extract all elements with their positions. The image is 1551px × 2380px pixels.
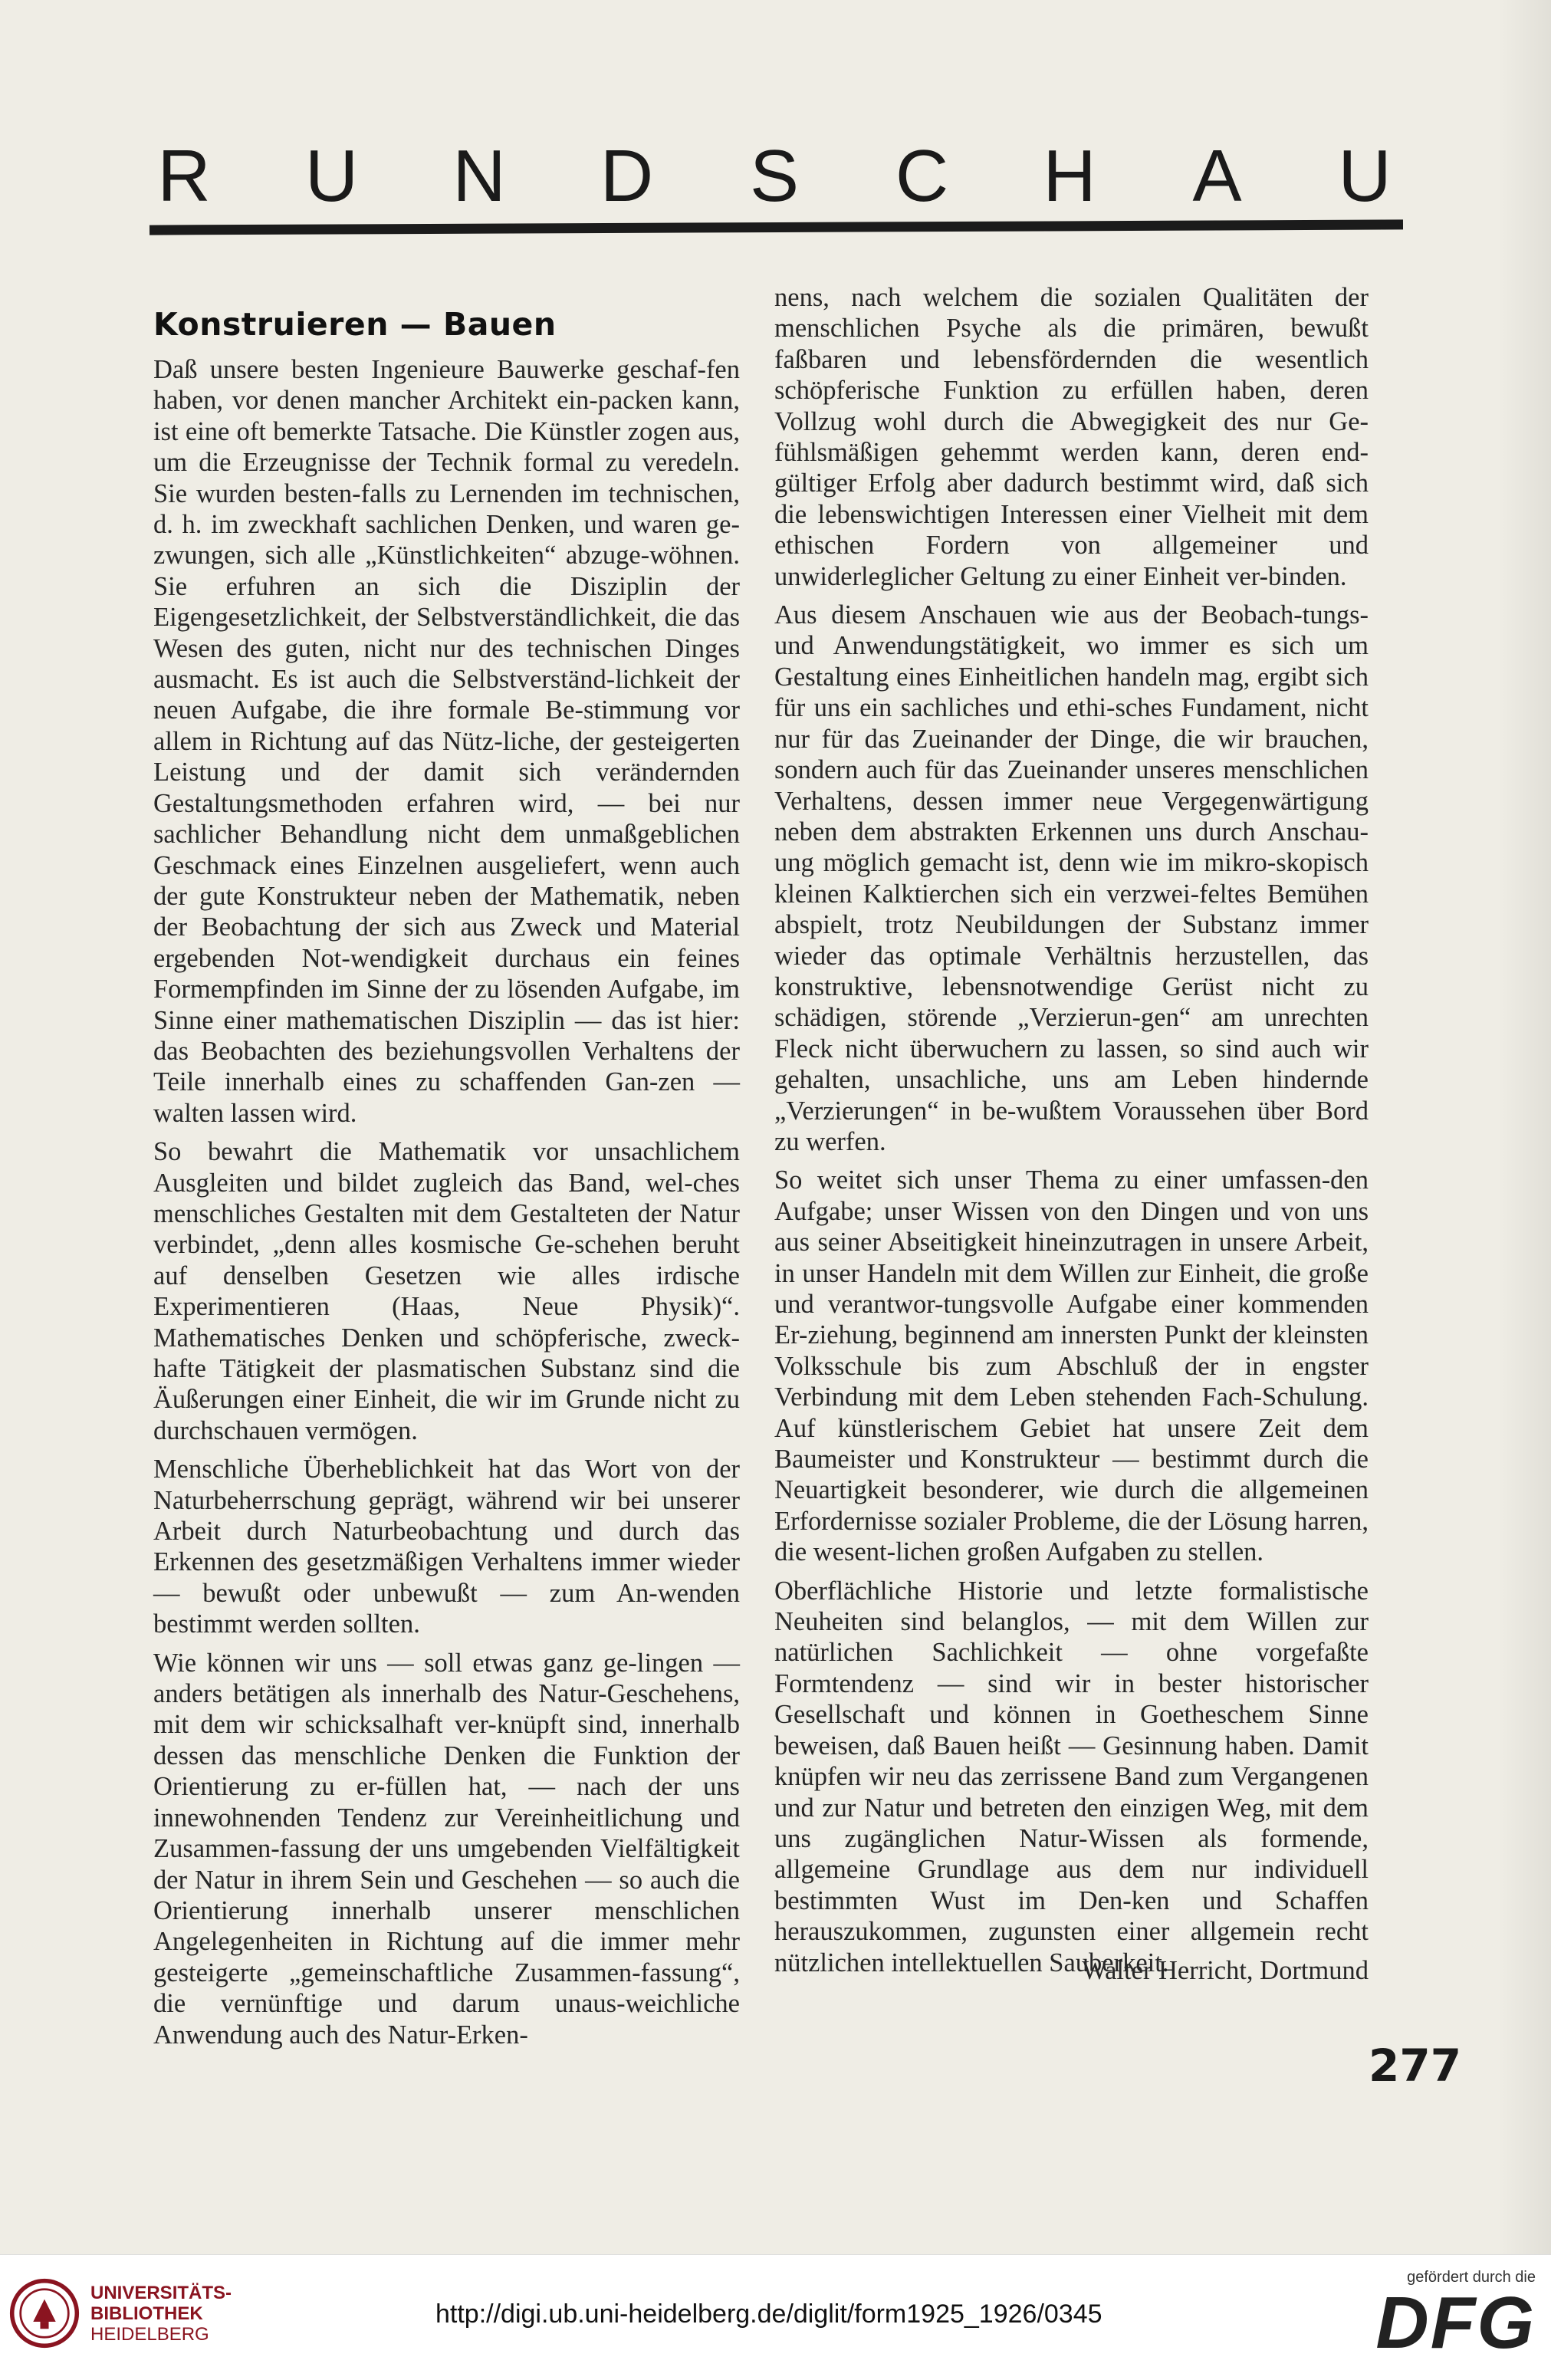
funding-caption: gefördert durch die — [1407, 2269, 1536, 2286]
masthead-letter: H — [1043, 135, 1096, 217]
paragraph: Daß unsere besten Ingenieure Bauwerke geschaf-fen haben, vor denen mancher Architekt ein-packen kann, ist eine oft bemerkte Tatsache. Die Künstler zogen aus, um die Erzeugnisse der Technik formal zu veredeln. Sie wurden besten-falls zu Lernenden im technischen, d. h. im zweckhaft sachlichen Denken, und waren ge-zwungen, sich alle „Künstlichkeiten“ abzuge-wöhnen. Sie erfuhren an sich die Disziplin der Eigengesetzlichkeit, der Selbstverständlichkeit, die das Wesen des guten, nicht nur des technischen Dinges ausmacht. Es ist auch die Selbstverständ-lichkeit der neuen Aufgabe, die ihre formale Be-stimmung vor allem in Richtung auf das Nütz-liche, der gesteigerten Leistung und der damit sich verändernden Gestaltungsmethoden erfahren wird, — bei nur sachlicher Behandlung nicht dem unmaßgeblichen Geschmack eines Einzelnen ausgeliefert, wenn auch der gute Konstrukteur neben der Mathematik, neben der Beobachtung der sich aus Zweck und Material ergebenden Not-wendigkeit durchaus ein feines Formempfinden im Sinne der zu lösenden Aufgabe, im Sinne einer mathematischen Disziplin — das ist hier: das Beobachten des beziehungsvollen Verhaltens der Teile innerhalb eines zu schaffenden Gan-zen — walten lassen wird. — [153, 355, 740, 1128]
author-signature: Walter Herricht, Dortmund — [1082, 1955, 1369, 1985]
article-title: Konstruieren — Bauen — [153, 306, 557, 343]
masthead-letter: R — [157, 135, 211, 217]
paragraph: So weitet sich unser Thema zu einer umfassen-den Aufgabe; unser Wissen von den Dingen und von uns aus seiner Abseitigkeit hineinzutragen in unsere Arbeit, in unser Handeln mit dem Willen zur Einheit, die große und verantwor-tungsvolle Aufgabe einer kommenden Er-ziehung, beginnend am innersten Punkt der kleinsten Volksschule bis zum Abschluß der in engster Verbindung mit dem Leben stehenden Fach-Schulung. Auf künstlerischem Gebiet hat unsere Zeit dem Baumeister und Konstrukteur — bestimmt durch die Neuartigkeit besonderer, wie durch die allgemeinen Erfordernisse sozialer Probleme, die der Lösung harren, die wesent-lichen großen Aufgaben zu stellen. — [774, 1165, 1369, 1567]
article-column-right — [774, 282, 1369, 1986]
library-name-line: UNIVERSITÄTS- — [90, 2282, 232, 2303]
masthead-letter: C — [895, 135, 949, 217]
paragraph: Aus diesem Anschauen wie aus der Beobach-tungs- und Anwendungstätigkeit, wo immer es sich um Gestaltung eines Einheitlichen handeln mag, ergibt sich für uns ein sachliches und ethi-sches Fundament, nicht nur für das Zueinander der Dinge, die wir brauchen, sondern auch für das Zueinander unseres menschlichen Verhaltens, dessen immer neue Vergegenwärtigung neben dem abstrakten Erkennen uns durch Anschau-ung möglich gemacht ist, denn wie im mikro-skopisch kleinen Kalktierchen sich ein verzwei-feltes Bemühen abspielt, trotz Neubildungen der Substanz immer wieder das optimale Verhältnis herzustellen, das konstruktive, lebensnotwendige Gerüst nicht zu schädigen, störende „Verzierun-gen“ am unrechten Fleck nicht überwuchern zu lassen, so sind auch wir gehalten, unsachliche, uns am Leben hindernde „Verzierungen“ in be-wußtem Voraussehen über Bord zu werfen. — [774, 600, 1369, 1156]
masthead-letter: S — [749, 135, 800, 217]
paragraph: nens, nach welchem die sozialen Qualitäten der menschlichen Psyche als die primären, bewußt faßbaren und lebensfördernden die wesentlich schöpferische Funktion zu erfüllen haben, deren Vollzug wohl durch die Abwegigkeit des nur Ge-fühlsmäßigen gehemmt werden kann, deren end-gültiger Erfolg aber dadurch bestimmt wird, daß sich die lebenswichtigen Interessen einer Vielheit mit dem ethischen Fordern von allgemeiner und unwiderleglicher Geltung zu einer Einheit ver-binden. — [774, 283, 1369, 591]
permalink-url[interactable]: http://digi.ub.uni-heidelberg.de/diglit/form1925_1926/0345 — [435, 2299, 1102, 2329]
viewer-footer — [0, 2254, 1551, 2380]
masthead-letter: U — [304, 135, 359, 217]
paragraph: So bewahrt die Mathematik vor unsachlichem Ausgleiten und bildet zugleich das Band, wel-ches menschliches Gestalten mit dem Gestalteten der Natur verbindet, „denn alles kosmische Ge-schehen beruht auf denselben Gesetzen wie alles irdische Experimentieren (Haas, Neue Physik)“. Mathematisches Denken und schöpferische, zweck-hafte Tätigkeit der plasmatischen Substanz sind die Äußerungen einer Einheit, die wir im Grunde nicht zu durchschauen vermögen. — [153, 1137, 740, 1445]
paragraph: Menschliche Überheblichkeit hat das Wort von der Naturbeherrschung geprägt, während wir bei unserer Arbeit durch Naturbeobachtung und durch das Erkennen des gesetzmäßigen Verhaltens immer wieder — bewußt oder unbewußt — zum An-wenden bestimmt werden sollten. — [153, 1455, 740, 1639]
dfg-logo: DFG — [1375, 2282, 1536, 2364]
binding-shadow — [1497, 0, 1551, 2254]
masthead-letter: A — [1192, 135, 1242, 217]
masthead-rule — [150, 219, 1403, 235]
heidelberg-seal-icon — [9, 2278, 80, 2349]
masthead-letter: N — [452, 135, 506, 217]
paragraph: Wie können wir uns — soll etwas ganz ge-lingen — anders betätigen als innerhalb des Natur-Geschehens, mit dem wir schicksalhaft ver-knüpft sind, innerhalb dessen das menschliche Denken die Funktion der Orientierung zu er-füllen hat, — nach der uns innewohnenden Tendenz zur Vereinheitlichung und Zusammen-fassung der uns umgebenden Vielfältigkeit der Natur in ihrem Sein und Geschehen — so auch die Orientierung innerhalb unserer menschlichen Angelegenheiten in Richtung auf die immer mehr gesteigerte „gemeinschaftliche Zusammen-fassung“, die vernünftige und darum unaus-weichliche Anwendung auch des Natur-Erken- — [153, 1648, 740, 2050]
masthead-rundschau — [153, 134, 1395, 219]
library-name-line: HEIDELBERG — [90, 2323, 209, 2345]
page-number: 277 — [1369, 2040, 1462, 2092]
library-name-line: BIBLIOTHEK — [90, 2303, 203, 2324]
masthead-letter: U — [1338, 135, 1392, 217]
library-logo[interactable] — [9, 2278, 232, 2349]
paragraph: Oberflächliche Historie und letzte formalistische Neuheiten sind belanglos, — mit dem Willen zur natürlichen Sachlichkeit — ohne vorgefaßte Formtendenz — sind wir in bester historischer Gesellschaft und können in Goetheschem Sinne beweisen, daß Bauen heißt — Gesinnung haben. Damit knüpfen wir neu das zerrissene Band zum Vergangenen und zur Natur und betreten den einzigen Weg, mit dem uns zugänglichen Natur-Wissen als formende, allgemeine Grundlage aus dem nur individuell bestimmten Wust im Den-ken und Schaffen herauszukommen, zugunsten einer allgemein recht nützlichen intellektuellen Sauberkeit. — [774, 1576, 1369, 1977]
dfg-funding-logo[interactable] — [1375, 2269, 1536, 2364]
article-column-left — [153, 305, 740, 2058]
masthead-letter: D — [600, 135, 654, 217]
